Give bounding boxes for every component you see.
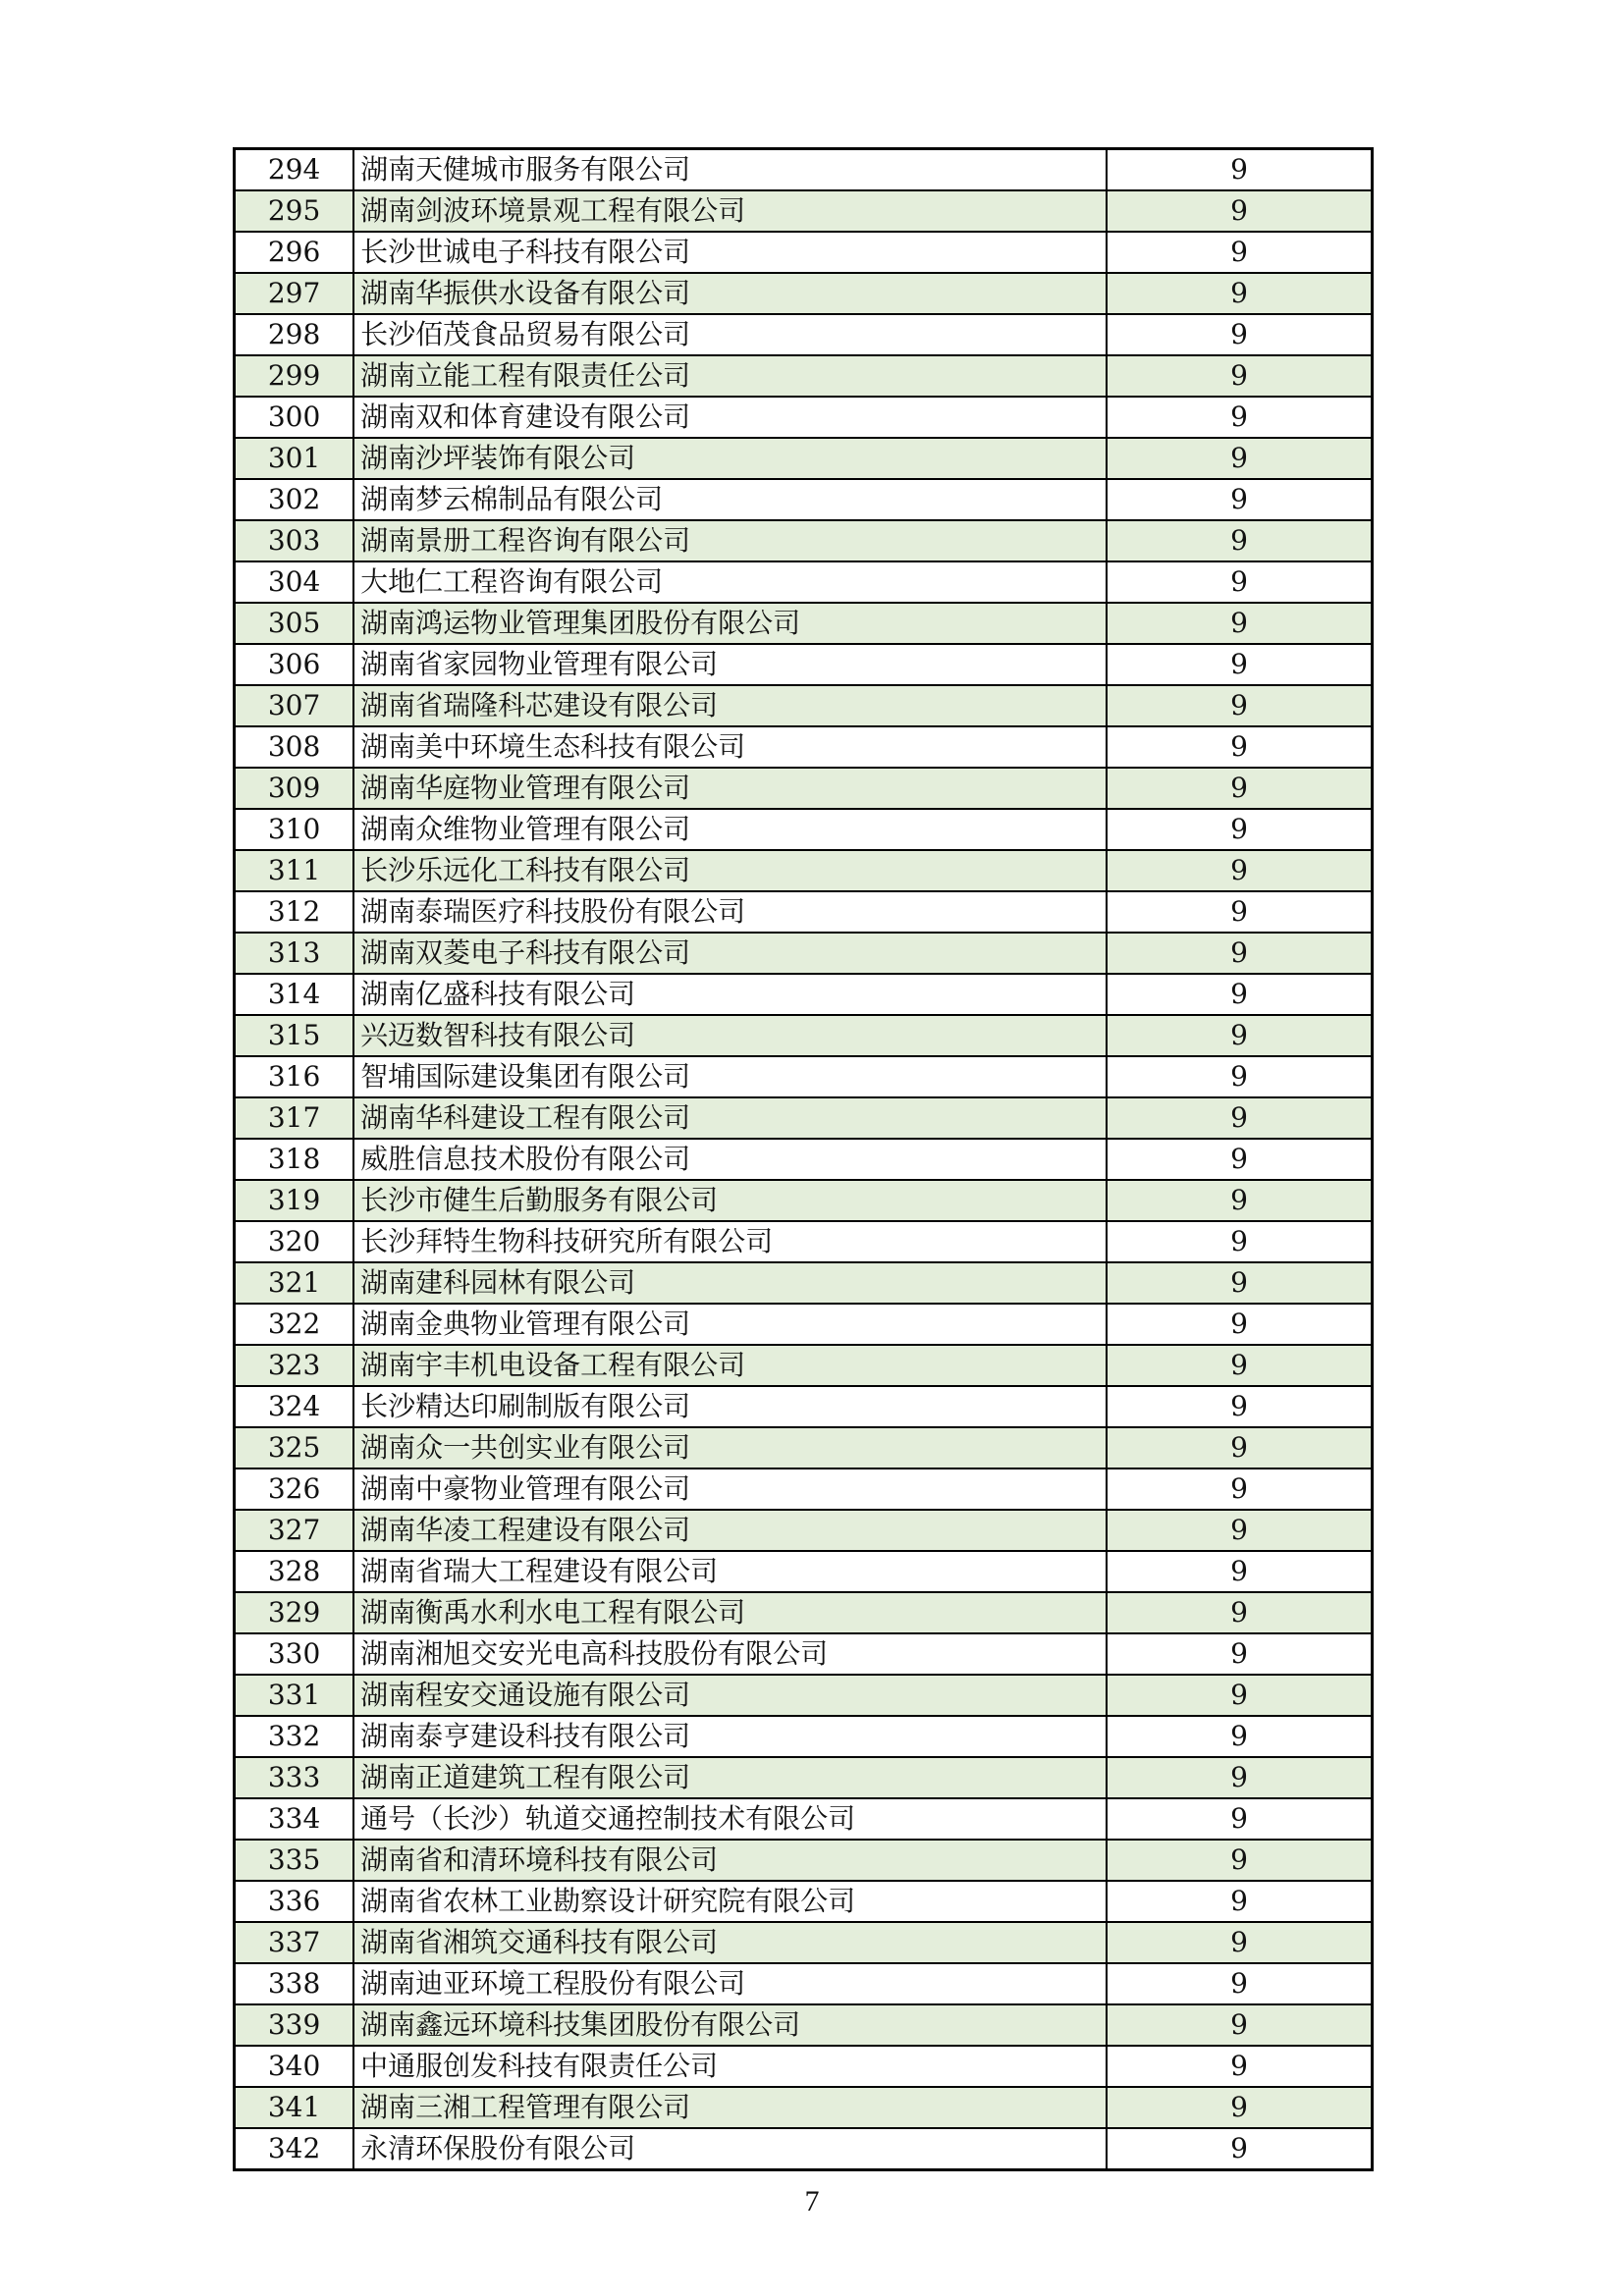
score-cell: 9 (1107, 933, 1373, 974)
table-row (235, 644, 1373, 685)
score-cell: 9 (1107, 1056, 1373, 1097)
score-cell: 9 (1107, 1510, 1373, 1551)
table-row (235, 232, 1373, 273)
score-cell: 9 (1107, 1716, 1373, 1757)
score-cell: 9 (1107, 1633, 1373, 1675)
table-row (235, 1716, 1373, 1757)
table-row (235, 1881, 1373, 1922)
score-cell: 9 (1107, 974, 1373, 1015)
row-number-cell: 323 (235, 1345, 354, 1386)
company-name-cell: 湖南湘旭交安光电高科技股份有限公司 (353, 1633, 1107, 1675)
row-number-cell: 302 (235, 479, 354, 520)
row-number-cell: 317 (235, 1097, 354, 1139)
row-number-cell: 321 (235, 1262, 354, 1304)
company-name-cell: 智埔国际建设集团有限公司 (353, 1056, 1107, 1097)
company-name-cell: 湖南美中环境生态科技有限公司 (353, 726, 1107, 768)
score-cell: 9 (1107, 190, 1373, 232)
table-row (235, 1757, 1373, 1798)
row-number-cell: 303 (235, 520, 354, 561)
company-name-cell: 湖南沙坪装饰有限公司 (353, 438, 1107, 479)
company-name-cell: 湖南省瑞隆科芯建设有限公司 (353, 685, 1107, 726)
company-name-cell: 湖南立能工程有限责任公司 (353, 355, 1107, 397)
score-cell: 9 (1107, 1386, 1373, 1427)
score-cell: 9 (1107, 479, 1373, 520)
table-row (235, 1304, 1373, 1345)
company-name-cell: 大地仁工程咨询有限公司 (353, 561, 1107, 603)
row-number-cell: 325 (235, 1427, 354, 1468)
row-number-cell: 299 (235, 355, 354, 397)
company-score-table (233, 147, 1374, 2171)
table-row (235, 726, 1373, 768)
company-name-cell: 湖南省湘筑交通科技有限公司 (353, 1922, 1107, 1963)
score-cell: 9 (1107, 1345, 1373, 1386)
score-cell: 9 (1107, 1675, 1373, 1716)
score-cell: 9 (1107, 1221, 1373, 1262)
row-number-cell: 341 (235, 2087, 354, 2128)
score-cell: 9 (1107, 397, 1373, 438)
table-row (235, 685, 1373, 726)
row-number-cell: 320 (235, 1221, 354, 1262)
score-cell: 9 (1107, 1262, 1373, 1304)
company-name-cell: 湖南天健城市服务有限公司 (353, 149, 1107, 191)
row-number-cell: 333 (235, 1757, 354, 1798)
score-cell: 9 (1107, 726, 1373, 768)
table-row (235, 809, 1373, 850)
score-cell: 9 (1107, 438, 1373, 479)
table-row (235, 479, 1373, 520)
row-number-cell: 336 (235, 1881, 354, 1922)
table-row (235, 2046, 1373, 2087)
company-name-cell: 湖南省和清环境科技有限公司 (353, 1840, 1107, 1881)
company-name-cell: 湖南双和体育建设有限公司 (353, 397, 1107, 438)
company-name-cell: 湖南鸿运物业管理集团股份有限公司 (353, 603, 1107, 644)
table-row (235, 1345, 1373, 1386)
company-name-cell: 湖南金典物业管理有限公司 (353, 1304, 1107, 1345)
score-cell: 9 (1107, 1963, 1373, 2004)
company-name-cell: 湖南华庭物业管理有限公司 (353, 768, 1107, 809)
company-name-cell: 湖南华凌工程建设有限公司 (353, 1510, 1107, 1551)
score-cell: 9 (1107, 1180, 1373, 1221)
table-row (235, 190, 1373, 232)
score-cell: 9 (1107, 1304, 1373, 1345)
row-number-cell: 304 (235, 561, 354, 603)
row-number-cell: 295 (235, 190, 354, 232)
company-name-cell: 长沙拜特生物科技研究所有限公司 (353, 1221, 1107, 1262)
table-row (235, 1262, 1373, 1304)
row-number-cell: 307 (235, 685, 354, 726)
company-name-cell: 湖南省农林工业勘察设计研究院有限公司 (353, 1881, 1107, 1922)
table-row (235, 314, 1373, 355)
row-number-cell: 306 (235, 644, 354, 685)
row-number-cell: 329 (235, 1592, 354, 1633)
table-row (235, 2087, 1373, 2128)
company-name-cell: 湖南双菱电子科技有限公司 (353, 933, 1107, 974)
company-name-cell: 湖南鑫远环境科技集团股份有限公司 (353, 2004, 1107, 2046)
row-number-cell: 334 (235, 1798, 354, 1840)
row-number-cell: 330 (235, 1633, 354, 1675)
row-number-cell: 305 (235, 603, 354, 644)
row-number-cell: 297 (235, 273, 354, 314)
table-row (235, 1840, 1373, 1881)
row-number-cell: 331 (235, 1675, 354, 1716)
score-cell: 9 (1107, 1551, 1373, 1592)
table-row (235, 1633, 1373, 1675)
row-number-cell: 298 (235, 314, 354, 355)
table-row (235, 850, 1373, 891)
table-row (235, 1468, 1373, 1510)
score-cell: 9 (1107, 768, 1373, 809)
company-name-cell: 湖南泰瑞医疗科技股份有限公司 (353, 891, 1107, 933)
score-cell: 9 (1107, 2087, 1373, 2128)
row-number-cell: 309 (235, 768, 354, 809)
score-cell: 9 (1107, 2004, 1373, 2046)
table-row (235, 1798, 1373, 1840)
company-name-cell: 中通服创发科技有限责任公司 (353, 2046, 1107, 2087)
company-name-cell: 湖南梦云棉制品有限公司 (353, 479, 1107, 520)
row-number-cell: 340 (235, 2046, 354, 2087)
table-row (235, 974, 1373, 1015)
company-name-cell: 通号（长沙）轨道交通控制技术有限公司 (353, 1798, 1107, 1840)
table-row (235, 1592, 1373, 1633)
table-row (235, 520, 1373, 561)
row-number-cell: 332 (235, 1716, 354, 1757)
table-row (235, 438, 1373, 479)
company-name-cell: 湖南建科园林有限公司 (353, 1262, 1107, 1304)
table-row (235, 1097, 1373, 1139)
table-row (235, 1427, 1373, 1468)
table-row (235, 1015, 1373, 1056)
table-row (235, 2004, 1373, 2046)
company-name-cell: 威胜信息技术股份有限公司 (353, 1139, 1107, 1180)
company-name-cell: 湖南泰亨建设科技有限公司 (353, 1716, 1107, 1757)
company-name-cell: 长沙世诚电子科技有限公司 (353, 232, 1107, 273)
company-name-cell: 湖南程安交通设施有限公司 (353, 1675, 1107, 1716)
score-cell: 9 (1107, 2128, 1373, 2170)
score-cell: 9 (1107, 520, 1373, 561)
company-name-cell: 湖南三湘工程管理有限公司 (353, 2087, 1107, 2128)
table-row (235, 273, 1373, 314)
row-number-cell: 300 (235, 397, 354, 438)
score-cell: 9 (1107, 1798, 1373, 1840)
row-number-cell: 313 (235, 933, 354, 974)
row-number-cell: 314 (235, 974, 354, 1015)
company-name-cell: 湖南省瑞大工程建设有限公司 (353, 1551, 1107, 1592)
row-number-cell: 310 (235, 809, 354, 850)
table-row (235, 1056, 1373, 1097)
table-row (235, 1922, 1373, 1963)
row-number-cell: 327 (235, 1510, 354, 1551)
score-cell: 9 (1107, 149, 1373, 191)
row-number-cell: 301 (235, 438, 354, 479)
score-cell: 9 (1107, 1757, 1373, 1798)
table-row (235, 1386, 1373, 1427)
score-cell: 9 (1107, 1139, 1373, 1180)
company-name-cell: 长沙精达印刷制版有限公司 (353, 1386, 1107, 1427)
score-cell: 9 (1107, 1468, 1373, 1510)
row-number-cell: 308 (235, 726, 354, 768)
company-name-cell: 湖南正道建筑工程有限公司 (353, 1757, 1107, 1798)
score-cell: 9 (1107, 1840, 1373, 1881)
table-row (235, 355, 1373, 397)
company-name-cell: 湖南中豪物业管理有限公司 (353, 1468, 1107, 1510)
row-number-cell: 339 (235, 2004, 354, 2046)
table-row (235, 397, 1373, 438)
row-number-cell: 328 (235, 1551, 354, 1592)
row-number-cell: 311 (235, 850, 354, 891)
row-number-cell: 324 (235, 1386, 354, 1427)
company-name-cell: 湖南迪亚环境工程股份有限公司 (353, 1963, 1107, 2004)
table-row (235, 1675, 1373, 1716)
company-name-cell: 湖南剑波环境景观工程有限公司 (353, 190, 1107, 232)
score-cell: 9 (1107, 232, 1373, 273)
row-number-cell: 342 (235, 2128, 354, 2170)
row-number-cell: 337 (235, 1922, 354, 1963)
score-cell: 9 (1107, 2046, 1373, 2087)
company-name-cell: 长沙佰茂食品贸易有限公司 (353, 314, 1107, 355)
row-number-cell: 338 (235, 1963, 354, 2004)
score-cell: 9 (1107, 809, 1373, 850)
row-number-cell: 312 (235, 891, 354, 933)
score-cell: 9 (1107, 1427, 1373, 1468)
score-cell: 9 (1107, 1015, 1373, 1056)
table-row (235, 933, 1373, 974)
score-cell: 9 (1107, 644, 1373, 685)
table-row (235, 1180, 1373, 1221)
company-name-cell: 湖南省家园物业管理有限公司 (353, 644, 1107, 685)
company-name-cell: 湖南亿盛科技有限公司 (353, 974, 1107, 1015)
table-row (235, 1510, 1373, 1551)
score-cell: 9 (1107, 1922, 1373, 1963)
row-number-cell: 296 (235, 232, 354, 273)
table-row (235, 1139, 1373, 1180)
company-name-cell: 长沙乐远化工科技有限公司 (353, 850, 1107, 891)
company-name-cell: 长沙市健生后勤服务有限公司 (353, 1180, 1107, 1221)
row-number-cell: 316 (235, 1056, 354, 1097)
score-cell: 9 (1107, 314, 1373, 355)
score-cell: 9 (1107, 685, 1373, 726)
row-number-cell: 318 (235, 1139, 354, 1180)
row-number-cell: 326 (235, 1468, 354, 1510)
company-name-cell: 湖南华科建设工程有限公司 (353, 1097, 1107, 1139)
table-row (235, 149, 1373, 191)
row-number-cell: 294 (235, 149, 354, 191)
score-cell: 9 (1107, 1592, 1373, 1633)
table-row (235, 891, 1373, 933)
row-number-cell: 335 (235, 1840, 354, 1881)
table-row (235, 603, 1373, 644)
company-name-cell: 湖南衡禹水利水电工程有限公司 (353, 1592, 1107, 1633)
table-row (235, 1221, 1373, 1262)
row-number-cell: 315 (235, 1015, 354, 1056)
score-cell: 9 (1107, 891, 1373, 933)
score-cell: 9 (1107, 273, 1373, 314)
page-number: 7 (804, 2185, 820, 2217)
score-cell: 9 (1107, 603, 1373, 644)
row-number-cell: 322 (235, 1304, 354, 1345)
row-number-cell: 319 (235, 1180, 354, 1221)
company-name-cell: 湖南景册工程咨询有限公司 (353, 520, 1107, 561)
company-name-cell: 湖南华振供水设备有限公司 (353, 273, 1107, 314)
score-cell: 9 (1107, 561, 1373, 603)
table-row (235, 1551, 1373, 1592)
company-name-cell: 湖南众一共创实业有限公司 (353, 1427, 1107, 1468)
score-cell: 9 (1107, 850, 1373, 891)
table-row (235, 768, 1373, 809)
table-body (235, 149, 1373, 2170)
score-cell: 9 (1107, 1881, 1373, 1922)
table-row (235, 2128, 1373, 2170)
company-name-cell: 湖南众维物业管理有限公司 (353, 809, 1107, 850)
company-name-cell: 湖南宇丰机电设备工程有限公司 (353, 1345, 1107, 1386)
company-name-cell: 兴迈数智科技有限公司 (353, 1015, 1107, 1056)
score-cell: 9 (1107, 355, 1373, 397)
table-row (235, 561, 1373, 603)
score-cell: 9 (1107, 1097, 1373, 1139)
company-name-cell: 永清环保股份有限公司 (353, 2128, 1107, 2170)
table-row (235, 1963, 1373, 2004)
